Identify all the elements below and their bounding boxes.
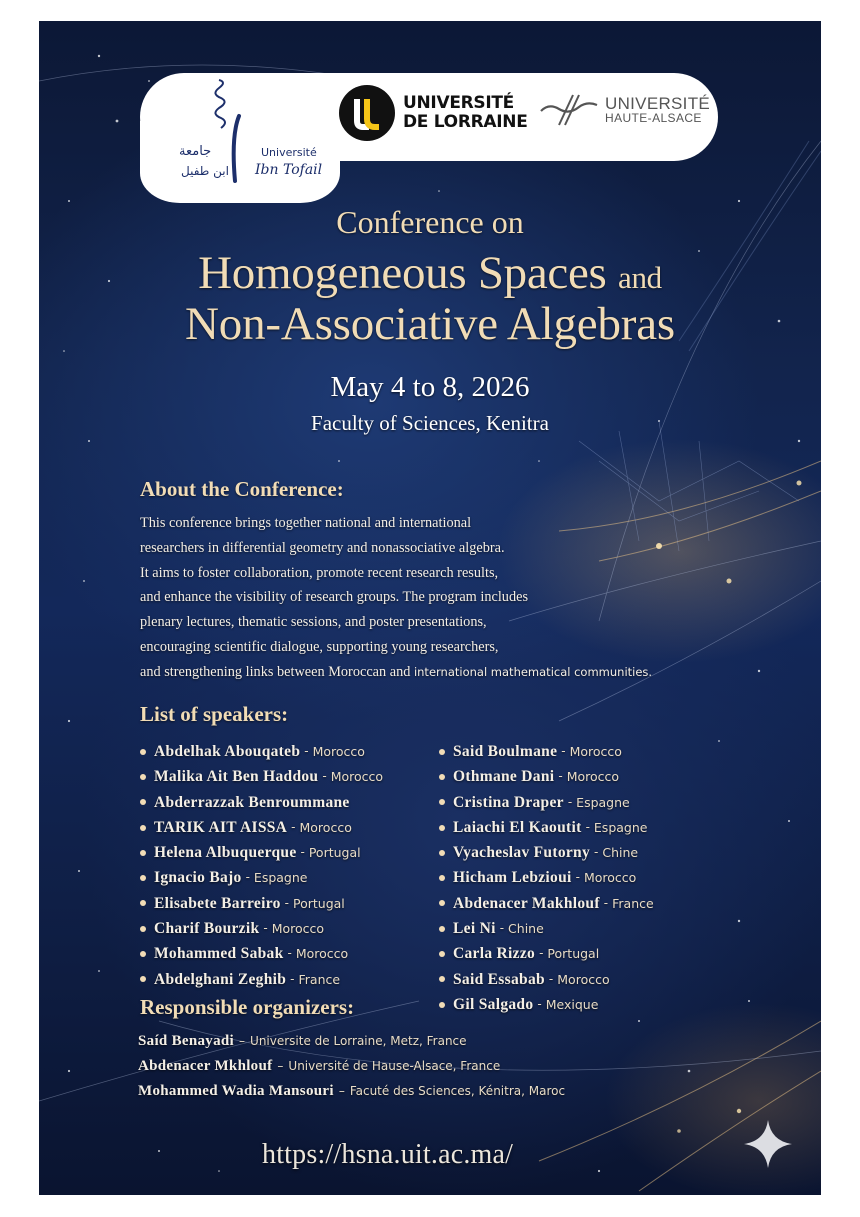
- four-point-star-icon: [744, 1120, 792, 1168]
- bullet-icon: [439, 875, 445, 881]
- lorraine-line1: UNIVERSITÉ: [403, 93, 514, 113]
- ibn-tofail-arabic-line2: ابن طفيل: [181, 164, 229, 178]
- conference-website-link[interactable]: https://hsna.uit.ac.ma/: [262, 1139, 514, 1170]
- about-last-line-end: international mathematical communities.: [413, 664, 653, 679]
- about-line: [140, 660, 740, 685]
- speaker-item: Mohammed Sabak - Morocco: [140, 941, 383, 966]
- organizer-item: Abdenacer Mkhlouf – Université de Hause-Alsace, France: [138, 1058, 501, 1074]
- speaker-item: Ignacio Bajo - Espagne: [140, 865, 383, 890]
- bullet-icon: [140, 976, 146, 982]
- speakers-heading: List of speakers:: [140, 702, 289, 726]
- speaker-item: Vyacheslav Futorny - Chine: [439, 840, 654, 865]
- bullet-icon: [439, 749, 445, 755]
- lorraine-ul-emblem-icon: [339, 85, 395, 141]
- speaker-item: Lei Ni - Chine: [439, 916, 654, 941]
- about-line: encouraging scientific dialogue, supporting young researchers,: [140, 638, 499, 655]
- bullet-icon: [140, 774, 146, 780]
- title-line3: Non-Associative Algebras: [185, 298, 675, 350]
- bullet-icon: [439, 825, 445, 831]
- speaker-item: Abderrazzak Benroummane: [140, 790, 383, 815]
- bullet-icon: [140, 799, 146, 805]
- about-line: plenary lectures, thematic sessions, and poster presentations,: [140, 614, 487, 631]
- speaker-item: Said Boulmane - Morocco: [439, 739, 654, 764]
- haute-alsace-emblem-icon: [539, 93, 599, 127]
- bullet-icon: [140, 749, 146, 755]
- bullet-icon: [439, 774, 445, 780]
- speaker-item: Abdelhak Abouqateb - Morocco: [140, 739, 383, 764]
- speaker-item: Laiachi El Kaoutit - Espagne: [439, 815, 654, 840]
- haute-alsace-line2: HAUTE-ALSACE: [605, 111, 702, 125]
- speaker-item: Abdelghani Zeghib - France: [140, 967, 383, 992]
- speaker-item: Carla Rizzo - Portugal: [439, 941, 654, 966]
- ibn-tofail-french-line2: Ibn Tofail: [255, 162, 323, 178]
- lorraine-line2: DE LORRAINE: [403, 112, 528, 132]
- event-venue: Faculty of Sciences, Kenitra: [311, 411, 549, 435]
- bullet-icon: [439, 1002, 445, 1008]
- bullet-icon: [439, 976, 445, 982]
- haute-alsace-line1: UNIVERSITÉ: [605, 94, 711, 113]
- organizers-heading: Responsible organizers:: [140, 995, 355, 1019]
- speakers-list-right: [439, 739, 654, 1017]
- about-description: [140, 511, 740, 685]
- bullet-icon: [439, 926, 445, 932]
- organizer-item: Mohammed Wadia Mansouri – Facuté des Sciences, Kénitra, Maroc: [138, 1083, 566, 1099]
- speaker-item: Cristina Draper - Espagne: [439, 790, 654, 815]
- title-line2-main: Homogeneous Spaces: [198, 247, 607, 299]
- speaker-item: Elisabete Barreiro - Portugal: [140, 891, 383, 916]
- speaker-item: Abdenacer Makhlouf - France: [439, 891, 654, 916]
- ibn-tofail-arabic-line1: جامعة: [179, 144, 212, 159]
- bullet-icon: [140, 825, 146, 831]
- organizer-item: Saíd Benayadi – Universite de Lorraine, Metz, France: [138, 1033, 467, 1049]
- conference-poster: [39, 21, 821, 1195]
- bullet-icon: [140, 850, 146, 856]
- speaker-item: Charif Bourzik - Morocco: [140, 916, 383, 941]
- speaker-item: Malika Ait Ben Haddou - Morocco: [140, 764, 383, 789]
- about-last-line-start: and strengthening links between Moroccan and: [140, 663, 414, 680]
- title-line2: [39, 246, 821, 300]
- event-date: May 4 to 8, 2026: [330, 371, 530, 403]
- universite-haute-alsace-logo: [539, 93, 710, 127]
- bullet-icon: [140, 926, 146, 932]
- speaker-item: Othmane Dani - Morocco: [439, 764, 654, 789]
- ibn-tofail-french-line1: Université: [261, 146, 317, 159]
- bullet-icon: [140, 875, 146, 881]
- about-line: It aims to foster collaboration, promote recent research results,: [140, 564, 499, 581]
- bullet-icon: [439, 850, 445, 856]
- universite-de-lorraine-logo: [339, 83, 528, 143]
- organizers-list: [138, 1027, 565, 1102]
- speaker-item: Helena Albuquerque - Portugal: [140, 840, 383, 865]
- bullet-icon: [140, 900, 146, 906]
- bullet-icon: [439, 951, 445, 957]
- speaker-item: TARIK AIT AISSA - Morocco: [140, 815, 383, 840]
- ibn-tofail-university-logo: [179, 76, 349, 201]
- title-line2-and: and: [617, 260, 662, 295]
- title-line1: Conference on: [336, 204, 524, 240]
- about-line: This conference brings together national and international: [140, 515, 472, 531]
- speaker-item: Gil Salgado - Mexique: [439, 992, 654, 1017]
- about-heading: About the Conference:: [140, 477, 344, 501]
- bullet-icon: [439, 900, 445, 906]
- bullet-icon: [140, 951, 146, 957]
- bullet-icon: [439, 799, 445, 805]
- speaker-item: Hicham Lebzioui - Morocco: [439, 865, 654, 890]
- speakers-list-left: [140, 739, 383, 992]
- about-line: and enhance the visibility of research groups. The program includes: [140, 589, 529, 606]
- about-line: researchers in differential geometry and nonassociative algebra.: [140, 539, 505, 556]
- speaker-item: Said Essabab - Morocco: [439, 967, 654, 992]
